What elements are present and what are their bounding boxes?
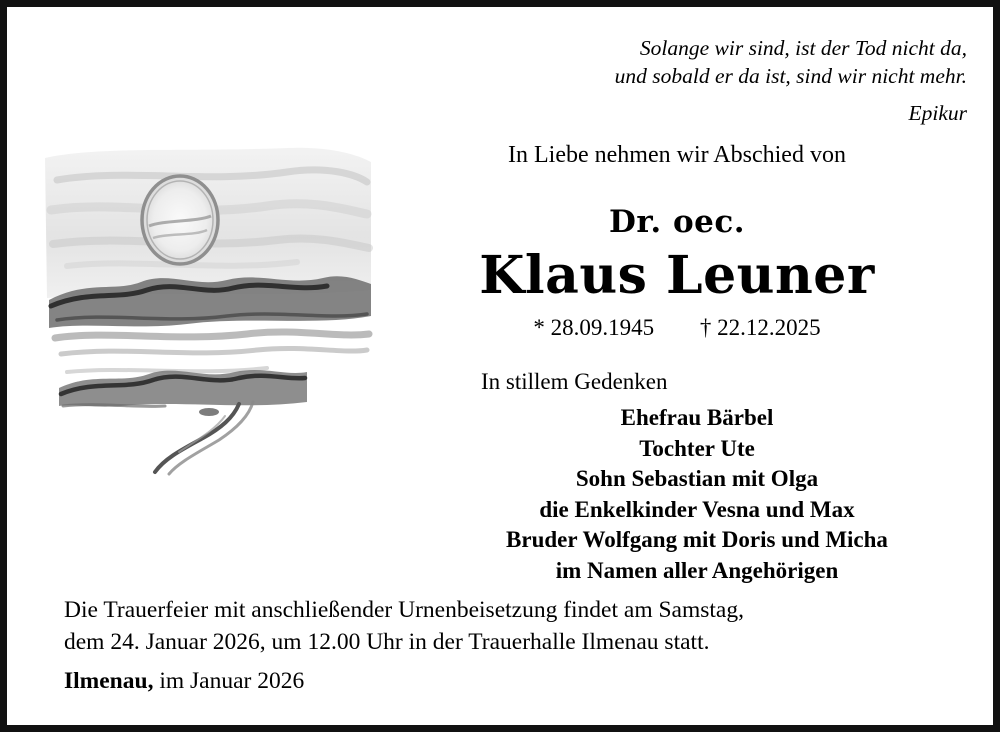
landscape-sun-drawing xyxy=(37,140,379,478)
quote-line-2: und sobald er da ist, sind wir nicht mehr. xyxy=(614,63,967,88)
ceremony-line-1: Die Trauerfeier mit anschließender Urnenbeisetzung findet am Samstag, xyxy=(64,597,744,623)
place-and-date xyxy=(64,668,304,695)
place-city: Ilmenau, xyxy=(64,668,154,694)
intro-text: In Liebe nehmen wir Abschied von xyxy=(508,142,846,168)
life-dates xyxy=(397,315,957,341)
remembrance-heading: In stillem Gedenken xyxy=(481,369,668,394)
birth-date: * 28.09.1945 xyxy=(533,315,655,340)
list-item: die Enkelkinder Vesna und Max xyxy=(539,496,855,522)
list-item: Bruder Wolfgang mit Doris und Micha xyxy=(506,527,888,553)
ceremony-details xyxy=(64,595,964,658)
obituary-inner xyxy=(7,7,993,725)
list-item: Ehefrau Bärbel xyxy=(620,405,774,430)
ceremony-line-2: dem 24. Januar 2026, um 12.00 Uhr in der Trauerhalle Ilmenau statt. xyxy=(64,628,710,655)
quote-line-1: Solange wir sind, ist der Tod nicht da, xyxy=(639,36,967,60)
academic-title: Dr. oec. xyxy=(608,204,746,240)
quote-author: Epikur xyxy=(908,101,967,126)
quote-block xyxy=(477,35,967,128)
place-date: im Januar 2026 xyxy=(153,668,305,694)
death-date: † 22.12.2025 xyxy=(699,315,821,340)
list-item: im Namen aller Angehörigen xyxy=(555,557,839,583)
mourners-list xyxy=(397,403,997,586)
deceased-name: Klaus Leuner xyxy=(479,245,875,306)
list-item: Tochter Ute xyxy=(639,435,755,461)
list-item: Sohn Sebastian mit Olga xyxy=(575,466,819,492)
